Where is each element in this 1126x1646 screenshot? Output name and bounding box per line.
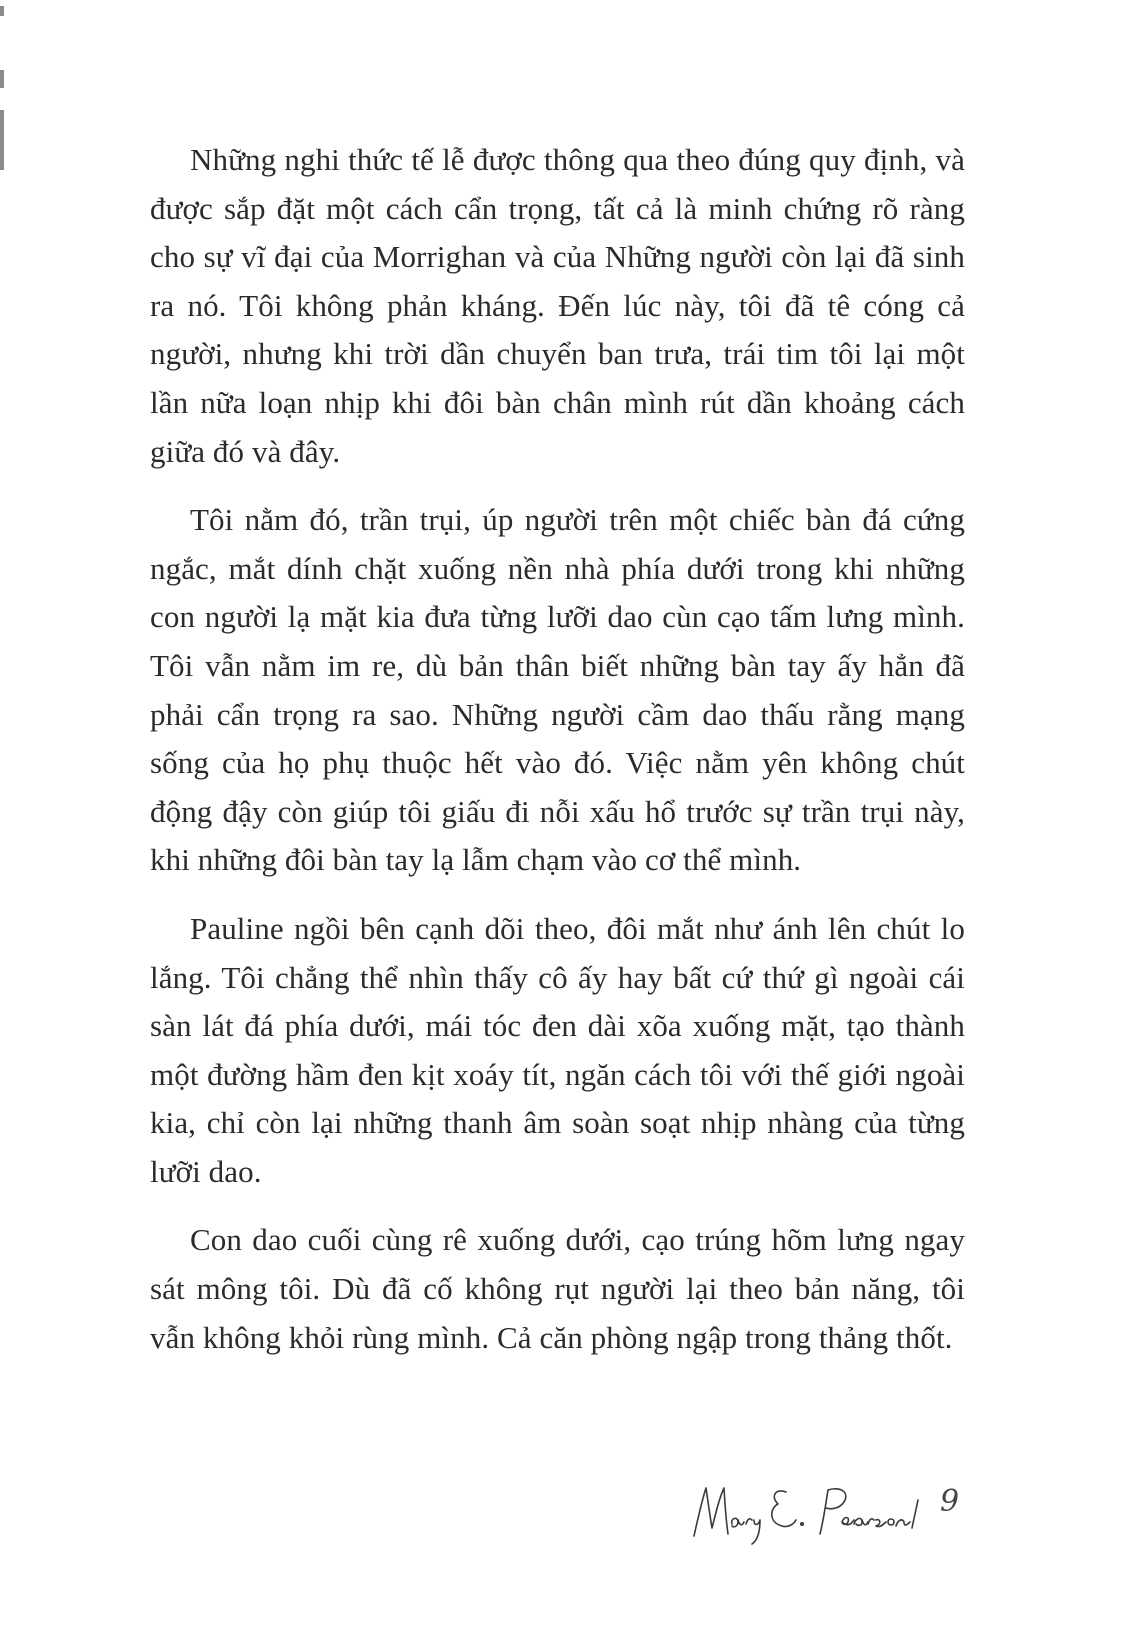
author-signature [690, 1478, 930, 1548]
page-footer [690, 1478, 980, 1548]
page-number: 9 [940, 1484, 960, 1519]
paragraph: Tôi nằm đó, trần trụi, úp người trên một chiếc bàn đá cứng ngắc, mắt dính chặt xuống nền nhà phía dưới trong khi những con người lạ mặt kia đưa từng lưỡi dao cùn cạo tấm lưng mình. Tôi vẫn nằm im re, dù bản thân biết những bàn tay ấy hẳn đã phải cẩn trọng ra sao. Những người cầm dao thấu rằng mạng sống của họ phụ thuộc hết vào đó. Việc nằm yên không chút động đậy còn giúp tôi giấu đi nỗi xấu hổ trước sự trần trụi này, khi những đôi bàn tay lạ lẫm chạm vào cơ thể mình. [150, 502, 965, 878]
paragraph: Pauline ngồi bên cạnh dõi theo, đôi mắt như ánh lên chút lo lắng. Tôi chẳng thể nhìn thấy cô ấy hay bất cứ thứ gì ngoài cái sàn lát đá phía dưới, mái tóc đen dài xõa xuống mặt, tạo thành một đường hầm đen kịt xoáy tít, ngăn cách tôi với thế giới ngoài kia, chỉ còn lại những thanh âm soàn soạt nhịp nhàng của từng lưỡi dao. [150, 910, 965, 1189]
paragraph: Con dao cuối cùng rê xuống dưới, cạo trúng hõm lưng ngay sát mông tôi. Dù đã cố không rụt người lại theo bản năng, tôi vẫn không khỏi rùng mình. Cả căn phòng ngập trong thảng thốt. [150, 1222, 965, 1355]
margin-marks [0, 0, 6, 200]
page-body [150, 136, 965, 1382]
paragraph: Những nghi thức tế lễ được thông qua theo đúng quy định, và được sắp đặt một cách cẩn trọng, tất cả là minh chứng rõ ràng cho sự vĩ đại của Morrighan và của Những người còn lại đã sinh ra nó. Tôi không phản kháng. Đến lúc này, tôi đã tê cóng cả người, nhưng khi trời dần chuyển ban trưa, trái tim tôi lại một lần nữa loạn nhịp khi đôi bàn chân mình rút dần khoảng cách giữa đó và đây. [150, 142, 965, 469]
